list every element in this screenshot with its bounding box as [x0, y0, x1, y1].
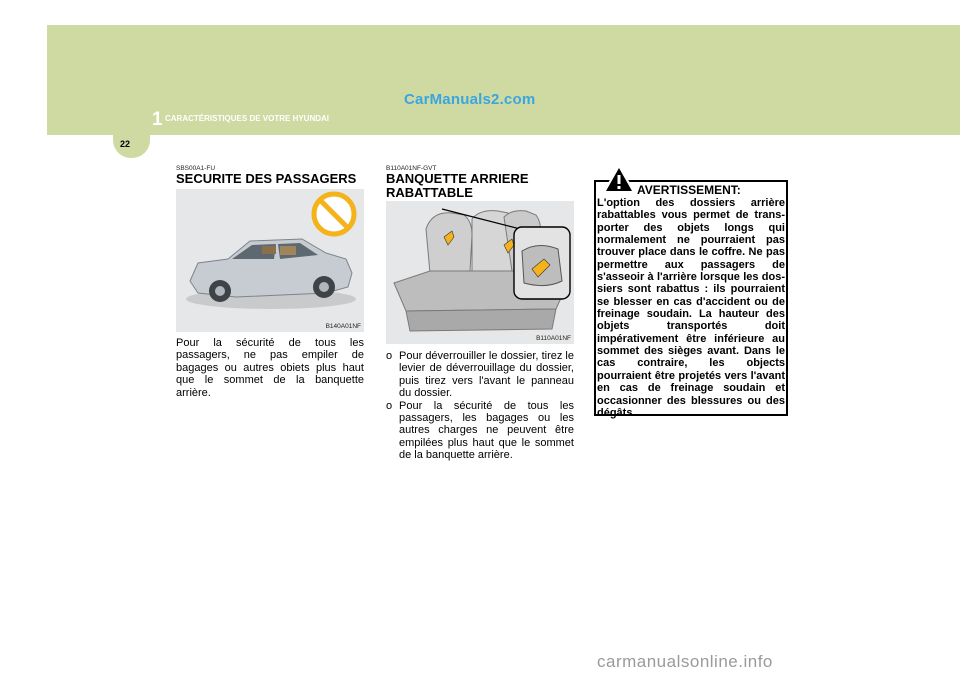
chapter-number: 1 [152, 109, 163, 130]
bullet-mark: o [386, 350, 393, 362]
figure-code: B110A01NF [536, 335, 571, 342]
list-item-text: Pour déverrouiller le dossier, tirez le levier de déverrouillage du dossier, puis tirez vers l'avant le panneau du dossier. [399, 350, 574, 400]
figure-code: B140A01NF [325, 323, 361, 330]
section-heading: SECURITE DES PASSAGERS [176, 171, 357, 186]
bullet-mark: o [386, 399, 393, 412]
watermark-bottom-link[interactable]: carmanualsonline.info [597, 652, 773, 671]
list-item [386, 400, 574, 462]
chapter-title: CARACTÉRISTIQUES DE VOTRE HYUNDAI [165, 114, 330, 123]
car-illustration [176, 189, 364, 332]
instruction-list [386, 350, 574, 462]
list-item-text: Pour la sécurité de tous les passagers, les bagages ou les autres charges ne peuvent être empilées plus haut que le sommet de la banquette arrière. [399, 399, 574, 462]
warning-body: L'option des dossiers arrière rabattables vous permet de trans-porter des objets longs qui normalement ne pourraient pas trouver place dans le coffre. Ne pas permettre aux passagers de s'asseoir à l'arrière lorsque les dos-siers sont rabattus : ils pourraient se blesser en cas d'accident ou de freinage soudain. La hauteur des objets transportés doit impérativement être inférieure au sommet des sièges avant. Dans le cas contraire, les objects pourraient être projetés vers l'avant en cas de freinage soudain et occasionner des blessures ou des dégâts. [597, 197, 785, 419]
warning-title: AVERTISSEMENT: [637, 183, 741, 197]
warning-triangle-icon [603, 165, 635, 193]
car-figure [176, 189, 364, 332]
seat-illustration [386, 201, 574, 344]
page-number: 22 [120, 139, 131, 149]
page-number-tab [113, 128, 150, 158]
section-code: B110A01NF-GVT [386, 165, 437, 172]
section-heading-line1: BANQUETTE ARRIERE [386, 171, 529, 186]
body-paragraph: Pour la sécurité de tous les passagers, ne pas empiler de bagages ou autres obiets plus haut que le sommet de la banquette arrière. [176, 337, 364, 399]
list-item [386, 350, 574, 400]
seat-figure [386, 201, 574, 344]
section-code: SBS00A1-FU [176, 165, 216, 172]
section-heading-line2: RABATTABLE [386, 185, 473, 200]
watermark-top-link[interactable]: CarManuals2.com [404, 91, 536, 108]
